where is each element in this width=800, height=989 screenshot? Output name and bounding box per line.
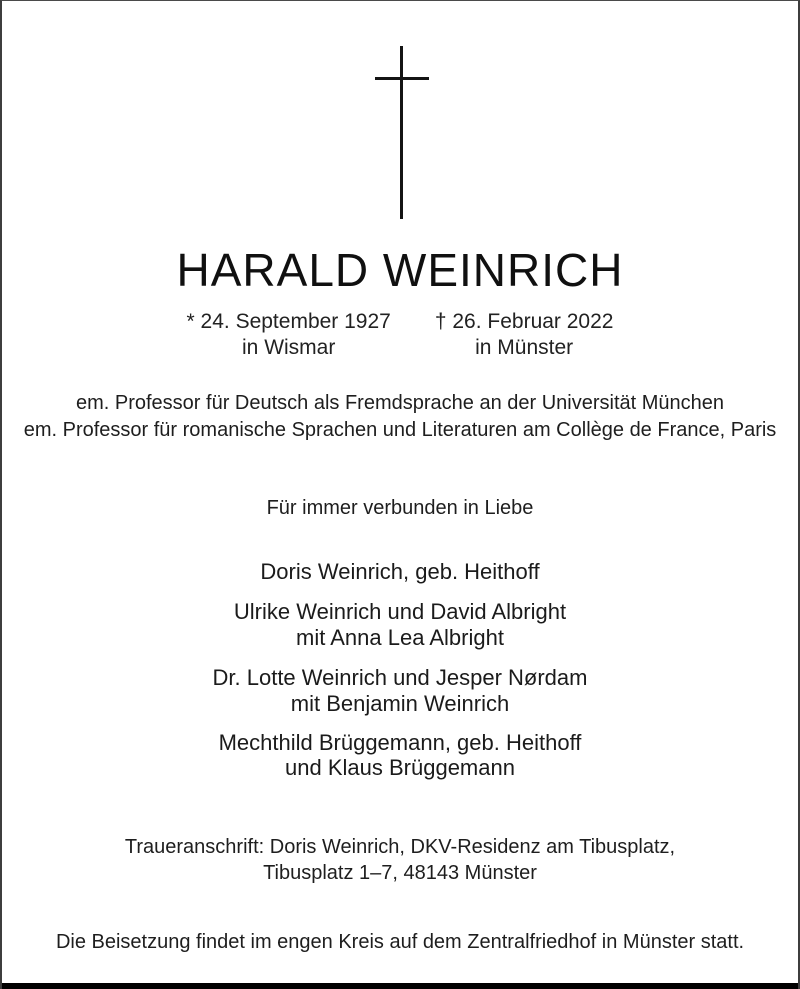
funeral-note-line: Die Beisetzung findet im engen Kreis auf dem Zentralfriedhof in Münster statt.	[55, 931, 745, 953]
death-place-line: in Münster	[475, 336, 574, 359]
mourner-line: mit Benjamin Weinrich	[290, 691, 510, 716]
death-date-block	[435, 309, 614, 361]
academic-title-line: em. Professor für Deutsch als Fremdsprache an der Universität München	[75, 392, 725, 414]
birth-date-line: * 24. September 1927	[186, 310, 391, 333]
academic-titles-block	[2, 390, 798, 444]
mourner-line: Ulrike Weinrich und David Albright	[233, 599, 567, 624]
mourner-line: Doris Weinrich, geb. Heithoff	[260, 559, 540, 584]
cross-horizontal-beam	[375, 77, 429, 80]
mourning-address-line: Traueranschrift: Doris Weinrich, DKV-Residenz am Tibusplatz,	[124, 836, 676, 858]
bottom-border-bar	[2, 983, 798, 989]
mourner-line: und Klaus Brüggemann	[285, 755, 515, 780]
mourner-line: mit Anna Lea Albright	[296, 625, 504, 650]
academic-title-line: em. Professor für romanische Sprachen und Literaturen am Collège de France, Paris	[23, 419, 777, 441]
mourner-line: Dr. Lotte Weinrich und Jesper Nørdam	[212, 665, 588, 690]
mourner-line: Mechthild Brüggemann, geb. Heithoff	[218, 730, 582, 755]
death-date-line: † 26. Februar 2022	[434, 310, 614, 333]
cross-vertical-beam	[400, 46, 403, 219]
life-dates	[2, 309, 798, 361]
birth-date-block	[187, 309, 391, 361]
mourning-address-line: Tibusplatz 1–7, 48143 Münster	[263, 862, 537, 884]
motto-line: Für immer verbunden in Liebe	[266, 497, 534, 519]
deceased-name: HARALD WEINRICH	[176, 244, 624, 296]
birth-place-line: in Wismar	[242, 336, 336, 359]
